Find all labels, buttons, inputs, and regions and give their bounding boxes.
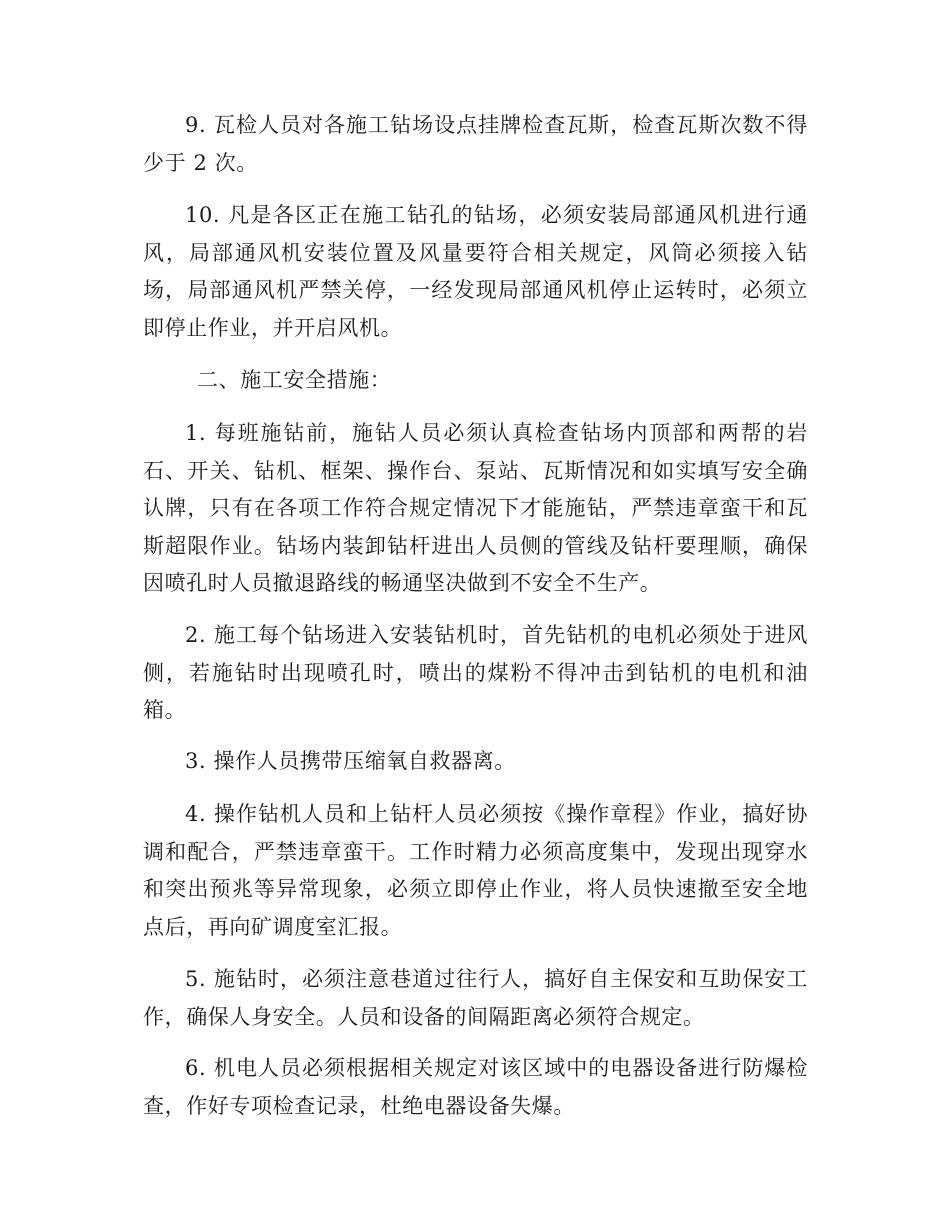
paragraph-item-6: 6. 机电人员必须根据相关规定对该区域中的电器设备进行防爆检查，作好专项检查记录，杜绝电器设备失爆。 bbox=[143, 1056, 808, 1118]
section-heading-construction-safety: 二、施工安全措施： bbox=[197, 368, 392, 392]
paragraph-item-4: 4. 操作钻机人员和上钻杆人员必须按《操作章程》作业，搞好协调和配合，严禁违章蛮干。工作时精力必须高度集中，发现出现穿水和突出预兆等异常现象，必须立即停止作业，将人员快速撤至安全地点后，再向矿调度室汇报。 bbox=[143, 802, 808, 939]
paragraph-item-3: 3. 操作人员携带压缩氧自救器离。 bbox=[185, 749, 516, 773]
paragraph-item-1: 1. 每班施钻前，施钻人员必须认真检查钻场内顶部和两帮的岩石、开关、钻机、框架、操作台、泵站、瓦斯情况和如实填写安全确认牌，只有在各项工作符合规定情况下才能施钻，严禁违章蛮干和瓦斯超限作业。钻场内装卸钻杆进出人员侧的管线及钻杆要理顺，确保因喷孔时人员撤退路线的畅通坚决做到不安全不生产。 bbox=[143, 421, 808, 595]
paragraph-item-10: 10. 凡是各区正在施工钻孔的钻场，必须安装局部通风机进行通风，局部通风机安装位置及风量要符合相关规定，风筒必须接入钻场，局部通风机严禁关停，一经发现局部通风机停止运转时，必须立即停止作业，并开启风机。 bbox=[143, 203, 808, 340]
paragraph-item-5: 5. 施钻时，必须注意巷道过往行人，搞好自主保安和互助保安工作，确保人身安全。人员和设备的间隔距离必须符合规定。 bbox=[143, 967, 808, 1029]
paragraph-item-9: 9. 瓦检人员对各施工钻场设点挂牌检查瓦斯，检查瓦斯次数不得少于 2 次。 bbox=[143, 113, 808, 175]
paragraph-item-2: 2. 施工每个钻场进入安装钻机时，首先钻机的电机必须处于进风侧，若施钻时出现喷孔时，喷出的煤粉不得冲击到钻机的电机和油箱。 bbox=[143, 623, 808, 722]
